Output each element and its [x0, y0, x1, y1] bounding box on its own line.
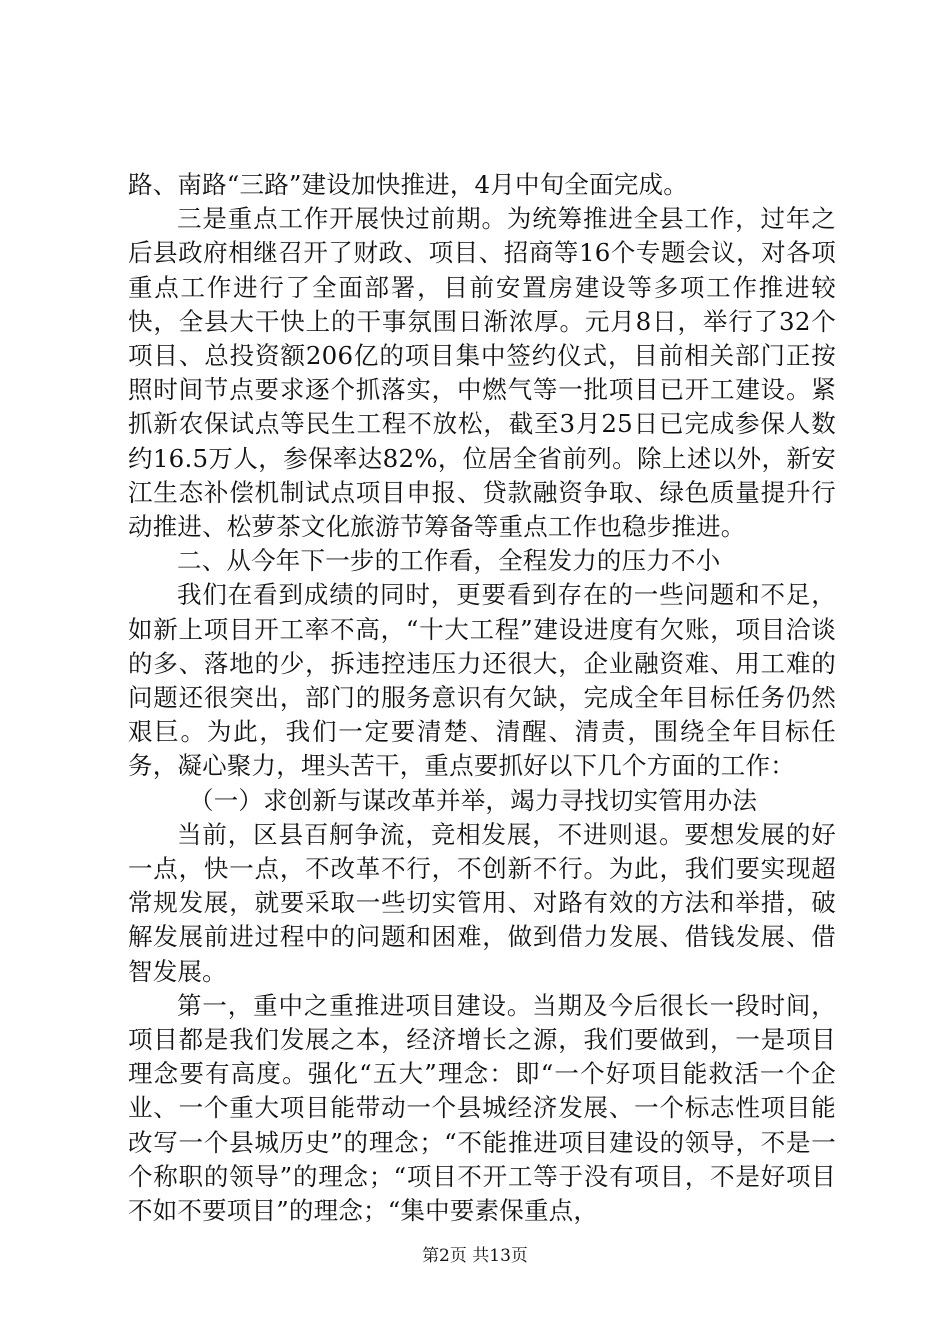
section-heading-two: 二、从今年下一步的工作看，全程发力的压力不小	[177, 546, 721, 576]
paragraph-problems: 我们在看到成绩的同时，更要看到存在的一些问题和不足，如新上项目开工率不高，“十大工程”建设进度有欠账，项目洽谈的多、落地的少，拆违控违压力还很大，企业融资难、用工难的问题还很突出，部门的服务意识有欠缺，完成全年目标任务仍然艰巨。为此，我们一定要清楚、清醒、清责，围绕全年目标任务，凝心聚力，埋头苦干，重点要抓好以下几个方面的工作：	[128, 580, 836, 781]
document-body	[128, 168, 836, 1228]
subsection-heading-one: （一）求创新与谋改革并举，竭力寻找切实管用办法	[189, 785, 758, 815]
paragraph-continuation: 路、南路“三路”建设加快推进，4月中旬全面完成。	[128, 170, 688, 199]
paragraph-reform: 当前，区县百舸争流，竞相发展，不进则退。要想发展的好一点，快一点，不改革不行，不创新不行。为此，我们要实现超常规发展，就要采取一些切实管用、对路有效的方法和举措，破解发展前进过程中的问题和困难，做到借力发展、借钱发展、借智发展。	[128, 819, 836, 986]
page-footer: 第2页 共13页	[422, 1246, 528, 1266]
paragraph-key-work-progress: 三是重点工作开展快过前期。为统筹推进全县工作，过年之后县政府相继召开了财政、项目、招商等16个专题会议，对各项重点工作进行了全面部署，目前安置房建设等多项工作推进较快，全县大干快上的干事氛围日渐浓厚。元月8日，举行了32个项目、总投资额206亿的项目集中签约仪式，目前相关部门正按照时间节点要求逐个抓落实，中燃气等一批项目已开工建设。紧抓新农保试点等民生工程不放松，截至3月25日已完成参保人数约16.5万人，参保率达82%，位居全省前列。除上述以外，新安江生态补偿机制试点项目申报、贷款融资争取、绿色质量提升行动推进、松萝茶文化旅游节筹备等重点工作也稳步推进。	[128, 204, 836, 542]
paragraph-project-construction: 第一，重中之重推进项目建设。当期及今后很长一段时间，项目都是我们发展之本，经济增长之源，我们要做到，一是项目理念要有高度。强化“五大”理念：即“一个好项目能救活一个企业、一个重大项目能带动一个县城经济发展、一个标志性项目能改写一个县城历史”的理念；“不能推进项目建设的领导，不是一个称职的领导”的理念；“项目不开工等于没有项目，不是好项目不如不要项目”的理念；“集中要素保重点，	[128, 990, 836, 1226]
